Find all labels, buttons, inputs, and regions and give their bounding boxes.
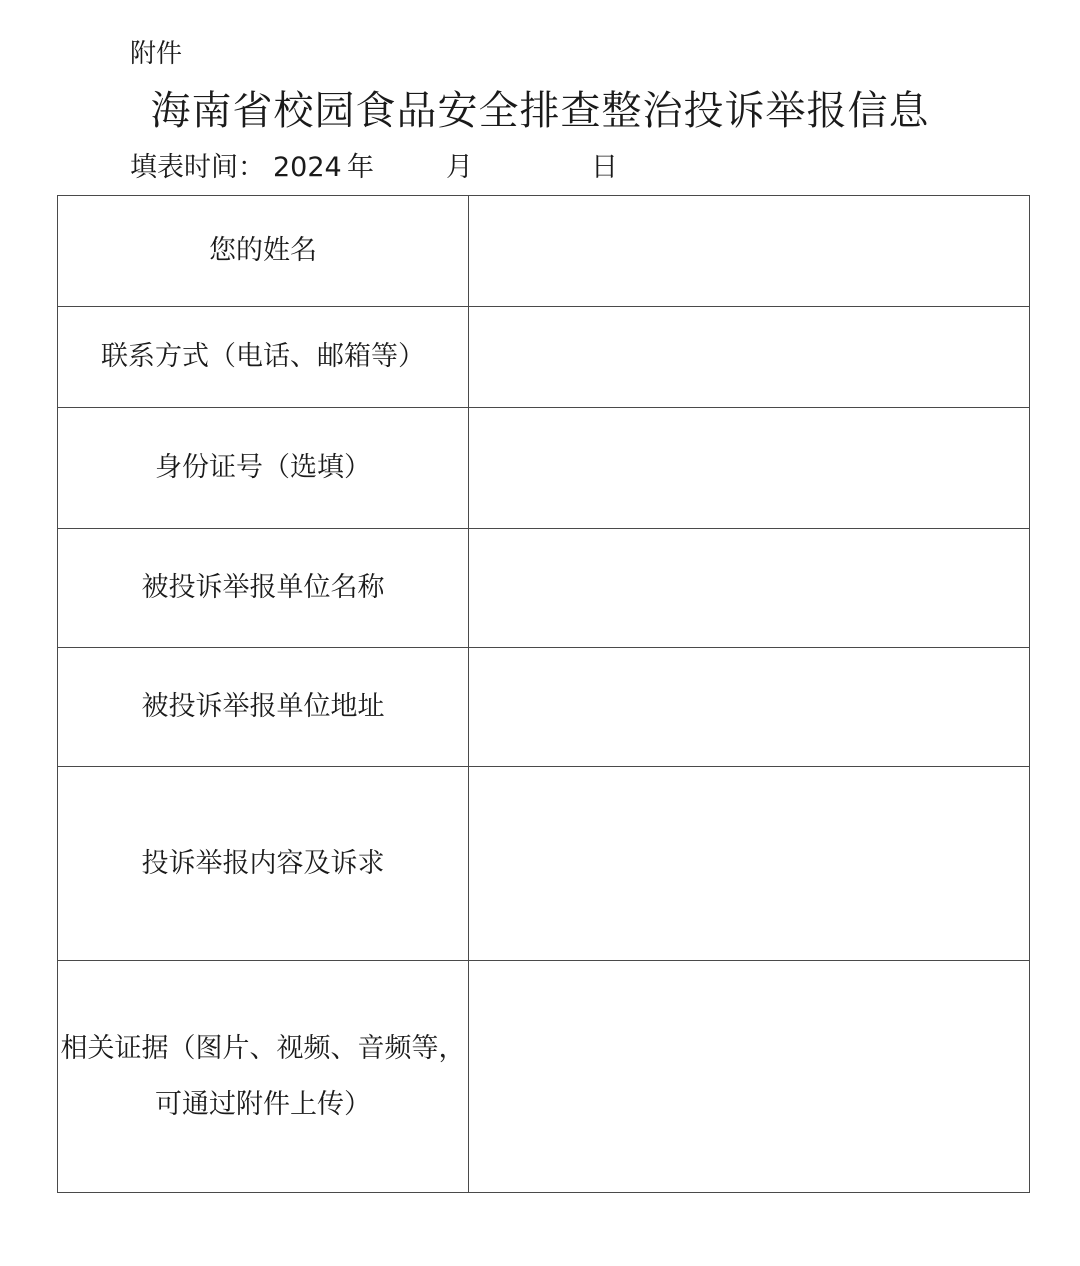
form-row-complaint-content	[58, 767, 1030, 961]
form-field-name[interactable]	[469, 196, 1030, 307]
form-row-id-number	[58, 408, 1030, 529]
form-row-evidence	[58, 961, 1030, 1193]
form-label-contact: 联系方式（电话、邮箱等）	[58, 307, 469, 408]
form-row-name	[58, 196, 1030, 307]
attachment-label: 附件	[130, 39, 183, 69]
page-title: 海南省校园食品安全排查整治投诉举报信息	[150, 88, 930, 134]
form-field-entity-address[interactable]	[469, 648, 1030, 767]
form-label-evidence-line1: 相关证据（图片、视频、音频等，	[60, 1032, 466, 1064]
form-label-complaint-content: 投诉举报内容及诉求	[58, 767, 469, 961]
form-field-complaint-content[interactable]	[469, 767, 1030, 961]
form-row-contact	[58, 307, 1030, 408]
form-field-evidence[interactable]	[469, 961, 1030, 1193]
fill-date-day-unit: 日	[591, 152, 618, 183]
fill-date-month-unit: 月	[446, 152, 473, 183]
form-label-evidence	[58, 961, 469, 1193]
form-label-name: 您的姓名	[58, 196, 469, 307]
form-row-entity-address	[58, 648, 1030, 767]
fill-date-year: 2024	[273, 152, 342, 183]
form-field-id-number[interactable]	[469, 408, 1030, 529]
form-label-evidence-line2: 可通过附件上传）	[155, 1088, 371, 1120]
complaint-form-table	[57, 195, 1030, 1193]
form-label-id-number: 身份证号（选填）	[58, 408, 469, 529]
form-field-entity-name[interactable]	[469, 529, 1030, 648]
form-field-contact[interactable]	[469, 307, 1030, 408]
fill-date-year-unit: 年	[347, 152, 374, 183]
form-label-entity-address: 被投诉举报单位地址	[58, 648, 469, 767]
form-label-entity-name: 被投诉举报单位名称	[58, 529, 469, 648]
form-row-entity-name	[58, 529, 1030, 648]
fill-date-label: 填表时间：	[130, 152, 265, 183]
